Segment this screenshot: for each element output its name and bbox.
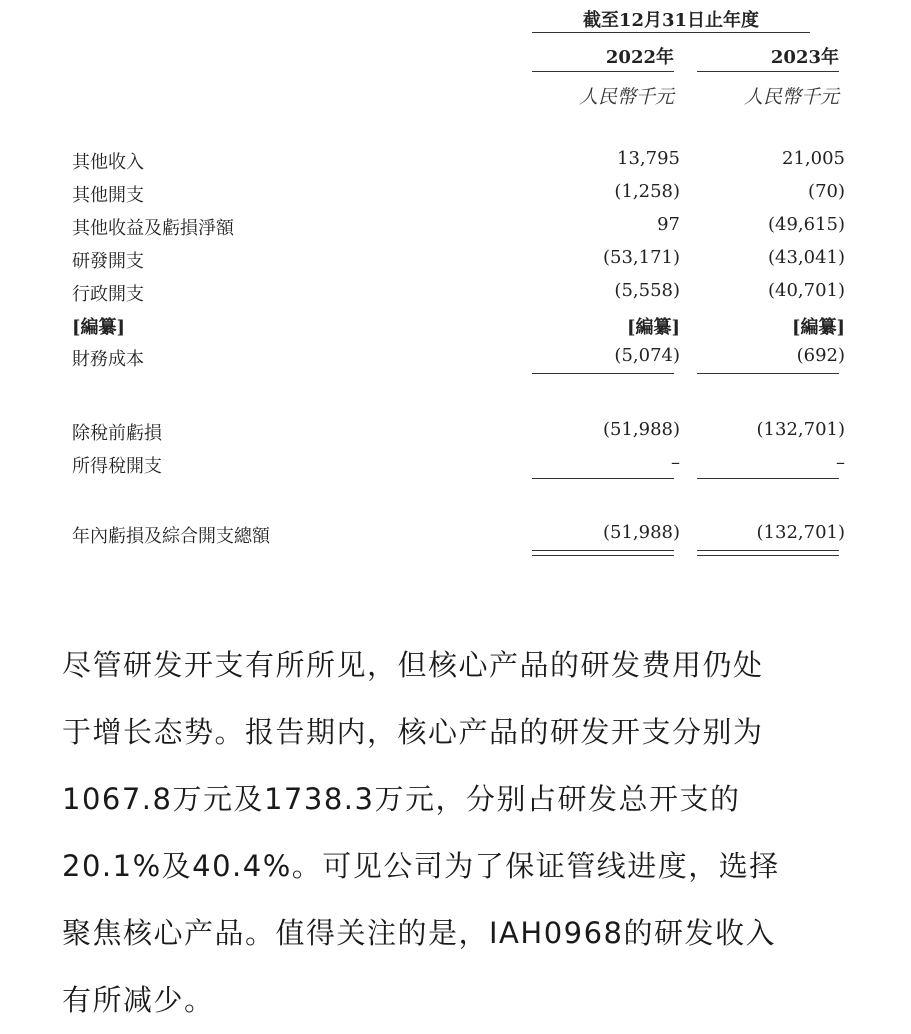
tax-rule-2023	[697, 478, 839, 479]
period-header: 截至12月31日止年度	[582, 10, 760, 31]
row-label-other-expenses: 其他開支	[72, 185, 144, 206]
row-value-2023: (132,701)	[756, 419, 845, 440]
tax-rule-2022	[532, 478, 674, 479]
unit-2022: 人民幣千元	[578, 86, 674, 108]
header-rule	[532, 32, 810, 33]
row-value-2023: –	[836, 452, 845, 473]
row-value-2022: 13,795	[617, 148, 680, 169]
paragraph-line: 于增长态势。报告期内，核心产品的研发开支分别为	[62, 715, 764, 749]
row-label-rnd-expenses: 研發開支	[72, 251, 144, 272]
row-value-2023: (692)	[796, 345, 845, 366]
row-value-2023: (70)	[808, 181, 845, 202]
row-value-2023: 21,005	[782, 148, 845, 169]
row-label-income-tax: 所得稅開支	[72, 456, 162, 477]
row-label-redacted: [編纂]	[72, 317, 126, 338]
row-value-2023: (49,615)	[767, 214, 845, 235]
row-label-admin-expenses: 行政開支	[72, 284, 144, 305]
row-label-finance-costs: 財務成本	[72, 349, 144, 370]
year-2022-header: 2022年	[605, 47, 674, 68]
paragraph-line: 有所减少。	[62, 983, 215, 1017]
row-value-2022: [編纂]	[626, 317, 680, 338]
paragraph-line: 尽管研发开支有所所见，但核心产品的研发费用仍处	[62, 648, 764, 682]
total-double-rule-2023-b	[697, 555, 839, 556]
total-double-rule-2023-a	[697, 550, 839, 551]
row-value-2023: (43,041)	[767, 247, 845, 268]
paragraph-line: 20.1%及40.4%。可见公司为了保证管线进度，选择	[62, 849, 780, 883]
row-value-2022: –	[671, 452, 680, 473]
row-value-2023: [編纂]	[791, 317, 845, 338]
row-label-other-gains-losses: 其他收益及虧損淨額	[72, 218, 234, 239]
row-label-loss-before-tax: 除稅前虧損	[72, 423, 162, 444]
unit-2023: 人民幣千元	[743, 86, 839, 108]
row-value-2023: (40,701)	[767, 280, 845, 301]
subtotal-rule-2023	[697, 373, 839, 374]
row-value-2022: (5,074)	[614, 345, 680, 366]
total-double-rule-2022-a	[532, 550, 674, 551]
row-value-2022: (51,988)	[602, 522, 680, 543]
row-value-2022: (53,171)	[602, 247, 680, 268]
row-value-2022: (1,258)	[614, 181, 680, 202]
subtotal-rule-2022	[532, 373, 674, 374]
row-value-2022: (51,988)	[602, 419, 680, 440]
row-label-other-income: 其他收入	[72, 152, 144, 173]
commentary-paragraph	[62, 632, 862, 1034]
row-label-total-loss: 年內虧損及綜合開支總額	[72, 526, 270, 547]
paragraph-line: 聚焦核心产品。值得关注的是，IAH0968的研发收入	[62, 916, 777, 950]
paragraph-line: 1067.8万元及1738.3万元，分别占研发总开支的	[62, 782, 741, 816]
year-2022-rule	[532, 71, 674, 72]
year-2023-rule	[697, 71, 839, 72]
total-double-rule-2022-b	[532, 555, 674, 556]
row-value-2022: (5,558)	[614, 280, 680, 301]
year-2023-header: 2023年	[770, 47, 839, 68]
row-value-2022: 97	[657, 214, 680, 235]
row-value-2023: (132,701)	[756, 522, 845, 543]
